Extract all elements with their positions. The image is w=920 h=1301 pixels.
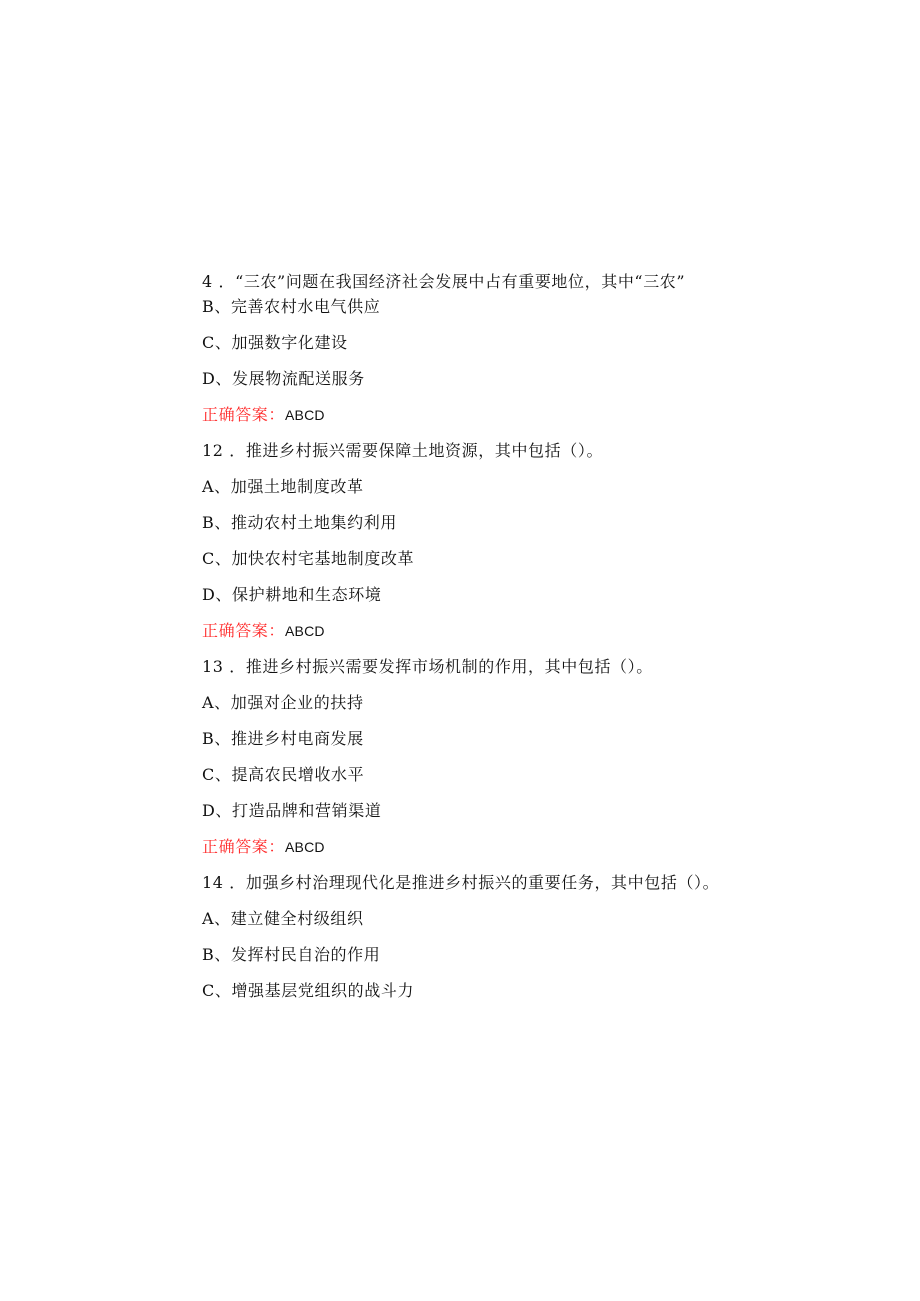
question-4-stem: 4 ．“三农”问题在我国经济社会发展中占有重要地位，其中“三农” xyxy=(202,272,686,291)
answer-label: 正确答案： xyxy=(202,837,286,856)
answer-value: ABCD xyxy=(285,839,325,855)
question-12-option-d: D、保护耕地和生态环境 xyxy=(202,585,382,604)
answer-label: 正确答案： xyxy=(202,405,286,424)
question-12-stem: 12 ．推进乡村振兴需要保障土地资源，其中包括（）。 xyxy=(202,441,604,460)
question-14-option-c: C、增强基层党组织的战斗力 xyxy=(202,981,415,1000)
question-13-option-a: A、加强对企业的扶持 xyxy=(202,693,364,712)
question-13-stem: 13 ．推进乡村振兴需要发挥市场机制的作用，其中包括（）。 xyxy=(202,657,653,676)
question-4-answer xyxy=(202,405,325,425)
question-12-answer xyxy=(202,621,325,641)
question-4-option-d: D、发展物流配送服务 xyxy=(202,369,365,388)
answer-label: 正确答案： xyxy=(202,621,286,640)
answer-value: ABCD xyxy=(285,407,325,423)
question-12-option-c: C、加快农村宅基地制度改革 xyxy=(202,549,415,568)
question-14-option-b: B、发挥村民自治的作用 xyxy=(202,945,381,964)
question-13-option-b: B、推进乡村电商发展 xyxy=(202,729,364,748)
answer-value: ABCD xyxy=(285,623,325,639)
question-13-option-d: D、打造品牌和营销渠道 xyxy=(202,801,382,820)
question-13-answer xyxy=(202,837,325,857)
question-14-option-a: A、建立健全村级组织 xyxy=(202,909,364,928)
question-4-option-b: B、完善农村水电气供应 xyxy=(202,297,381,316)
question-14-stem: 14 ．加强乡村治理现代化是推进乡村振兴的重要任务，其中包括（）。 xyxy=(202,873,720,892)
question-13-option-c: C、提高农民增收水平 xyxy=(202,765,365,784)
question-4-option-c: C、加强数字化建设 xyxy=(202,333,348,352)
question-12-option-a: A、加强土地制度改革 xyxy=(202,477,364,496)
question-12-option-b: B、推动农村土地集约利用 xyxy=(202,513,397,532)
